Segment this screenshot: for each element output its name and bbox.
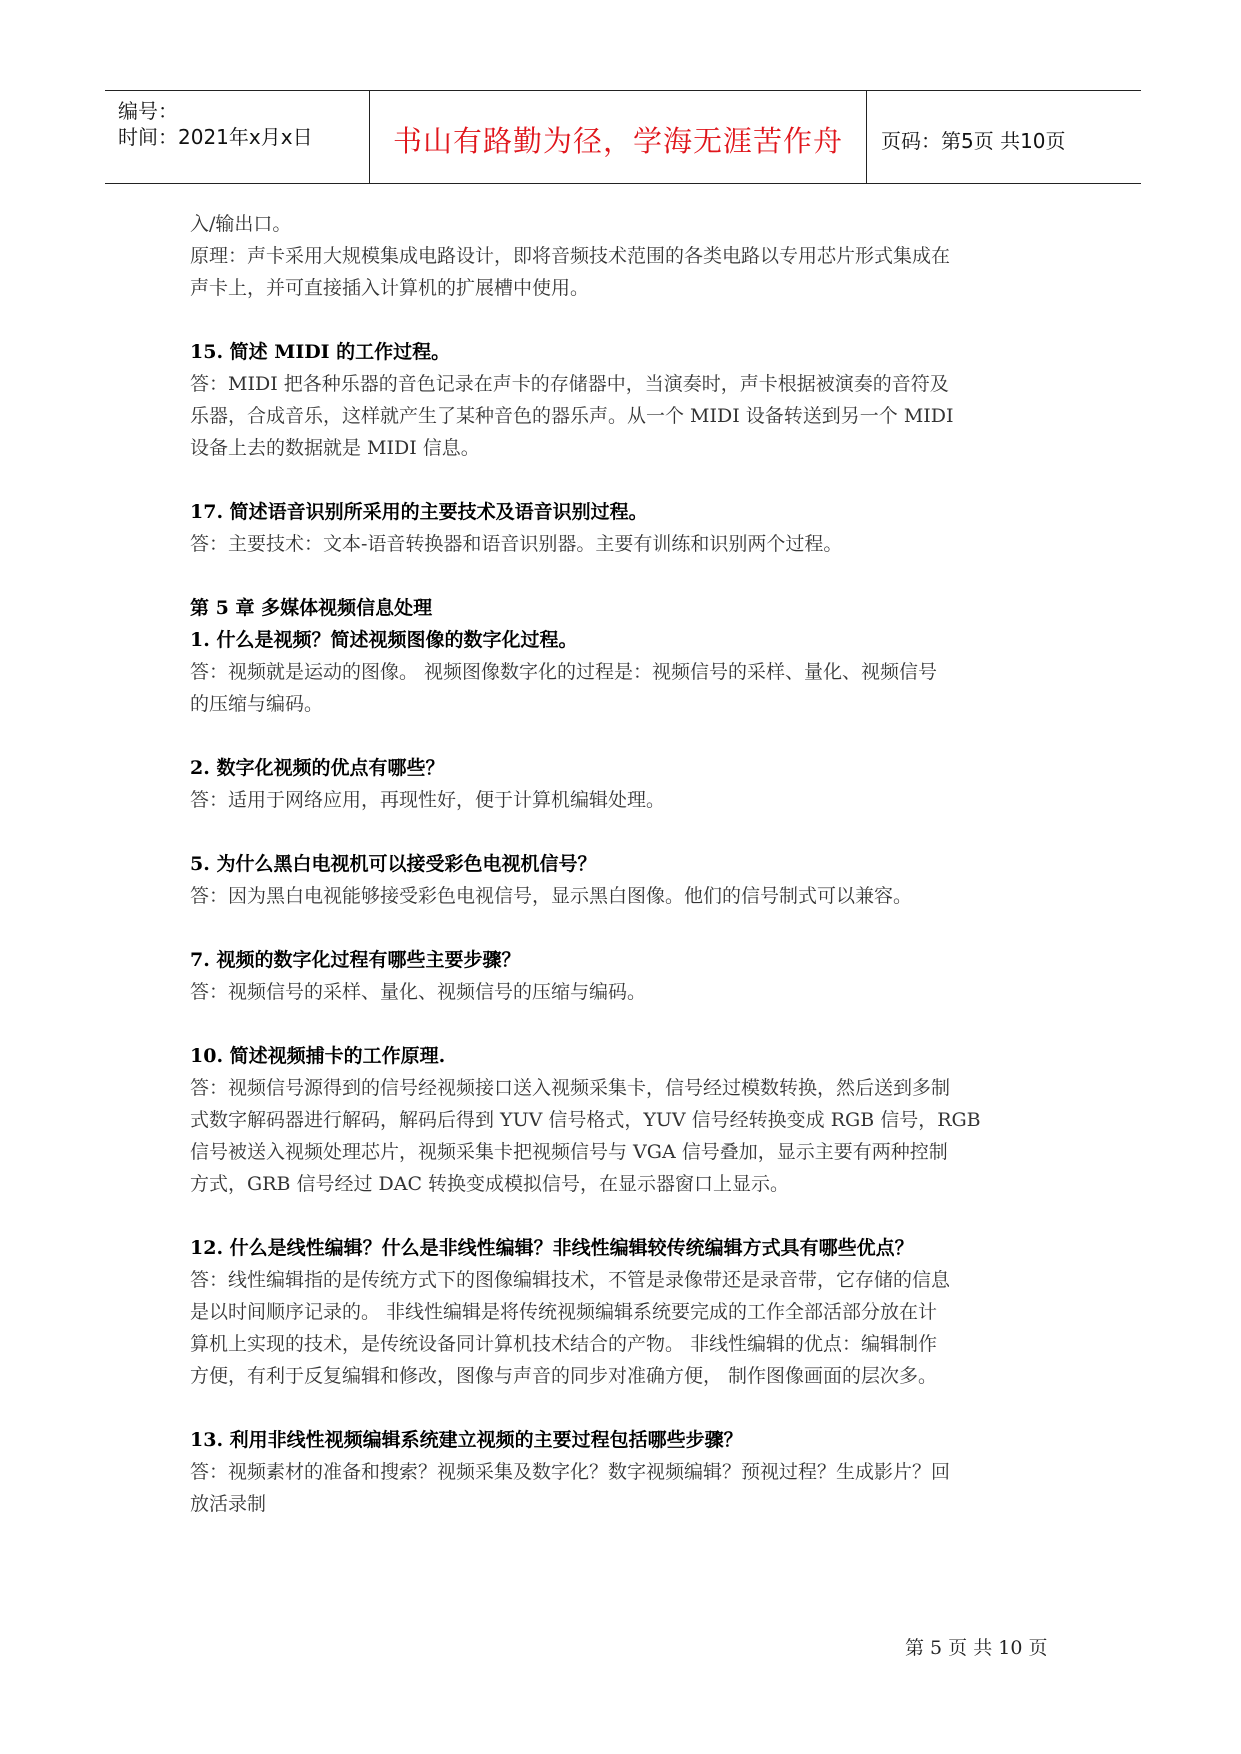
qa-block xyxy=(190,1040,1070,1200)
header-middle-cell xyxy=(370,91,867,183)
qa-block xyxy=(190,848,1070,912)
question-line: 15. 简述 MIDI 的工作过程。 xyxy=(190,341,451,363)
question-line: 2. 数字化视频的优点有哪些？ xyxy=(190,757,445,779)
qa-block xyxy=(190,336,1070,464)
question-line: 5. 为什么黑白电视机可以接受彩色电视机信号？ xyxy=(190,853,597,875)
qa-block xyxy=(190,1424,1070,1520)
qa-block xyxy=(190,496,1070,560)
question-line: 13. 利用非线性视频编辑系统建立视频的主要过程包括哪些步骤？ xyxy=(190,1429,743,1451)
answer-line: 答：MIDI 把各种乐器的音色记录在声卡的存储器中，当演奏时，声卡根据被演奏的音符及 xyxy=(190,373,949,395)
qa-block xyxy=(190,944,1070,1008)
page-info: 页码：第5页 共10页 xyxy=(881,129,1066,153)
answer-line: 乐器，合成音乐，这样就产生了某种音色的器乐声。从一个 MIDI 设备转送到另一个 MIDI xyxy=(190,405,954,427)
answer-line: 答：主要技术：文本-语音转换器和语音识别器。主要有训练和识别两个过程。 xyxy=(190,533,843,555)
answer-line: 答：线性编辑指的是传统方式下的图像编辑技术，不管是录像带还是录音带，它存储的信息 xyxy=(190,1269,951,1291)
question-line: 17. 简述语音识别所采用的主要技术及语音识别过程。 xyxy=(190,501,648,523)
header-right-cell xyxy=(867,91,1141,183)
footer-page-number: 第 5 页 共 10 页 xyxy=(905,1637,1048,1659)
answer-line: 答：视频信号的采样、量化、视频信号的压缩与编码。 xyxy=(190,981,647,1003)
answer-line: 答：因为黑白电视能够接受彩色电视信号，显示黑白图像。他们的信号制式可以兼容。 xyxy=(190,885,913,907)
answer-line: 信号被送入视频处理芯片，视频采集卡把视频信号与 VGA 信号叠加，显示主要有两种控制 xyxy=(190,1141,948,1163)
motto: 书山有路勤为径，学海无涯苦作舟 xyxy=(392,124,843,158)
question-line: 10. 简述视频捕卡的工作原理. xyxy=(190,1045,446,1067)
answer-line: 是以时间顺序记录的。 非线性编辑是将传统视频编辑系统要完成的工作全部活部分放在计 xyxy=(190,1301,938,1323)
qa-block xyxy=(190,1232,1070,1392)
document-body xyxy=(190,208,1070,1552)
page-header xyxy=(105,90,1141,184)
answer-line: 答：视频素材的准备和搜索？视频采集及数字化？数字视频编辑？预视过程？生成影片？回 xyxy=(190,1461,951,1483)
question-line: 7. 视频的数字化过程有哪些主要步骤？ xyxy=(190,949,521,971)
question-line: 第 5 章 多媒体视频信息处理 xyxy=(190,597,433,619)
answer-line: 式数字解码器进行解码，解码后得到 YUV 信号格式，YUV 信号经转换变成 RGB 信号，RGB xyxy=(190,1109,981,1131)
answer-line: 答：视频信号源得到的信号经视频接口送入视频采集卡，信号经过模数转换，然后送到多制 xyxy=(190,1077,951,1099)
answer-line: 答：视频就是运动的图像。 视频图像数字化的过程是：视频信号的采样、量化、视频信号 xyxy=(190,661,938,683)
answer-line: 声卡上，并可直接插入计算机的扩展槽中使用。 xyxy=(190,277,590,299)
answer-line: 入/输出口。 xyxy=(190,213,292,235)
answer-line: 原理：声卡采用大规模集成电路设计，即将音频技术范围的各类电路以专用芯片形式集成在 xyxy=(190,245,951,267)
answer-line: 方便，有利于反复编辑和修改，图像与声音的同步对准确方便， 制作图像画面的层次多。 xyxy=(190,1365,938,1387)
number-label: 编号： xyxy=(118,99,178,123)
question-line: 1. 什么是视频？简述视频图像的数字化过程。 xyxy=(190,629,578,651)
answer-line: 答：适用于网络应用，再现性好，便于计算机编辑处理。 xyxy=(190,789,666,811)
qa-block xyxy=(190,752,1070,816)
qa-block xyxy=(190,592,1070,720)
header-left-cell xyxy=(105,91,370,183)
question-line: 12. 什么是线性编辑？什么是非线性编辑？非线性编辑较传统编辑方式具有哪些优点？ xyxy=(190,1237,914,1259)
answer-line: 的压缩与编码。 xyxy=(190,693,324,715)
answer-line: 设备上去的数据就是 MIDI 信息。 xyxy=(190,437,480,459)
answer-line: 算机上实现的技术，是传统设备同计算机技术结合的产物。 非线性编辑的优点：编辑制作 xyxy=(190,1333,938,1355)
answer-line: 方式，GRB 信号经过 DAC 转换变成模拟信号，在显示器窗口上显示。 xyxy=(190,1173,790,1195)
answer-line: 放活录制 xyxy=(190,1493,267,1515)
time-label: 时间：2021年x月x日 xyxy=(118,125,313,149)
qa-block xyxy=(190,208,1070,304)
